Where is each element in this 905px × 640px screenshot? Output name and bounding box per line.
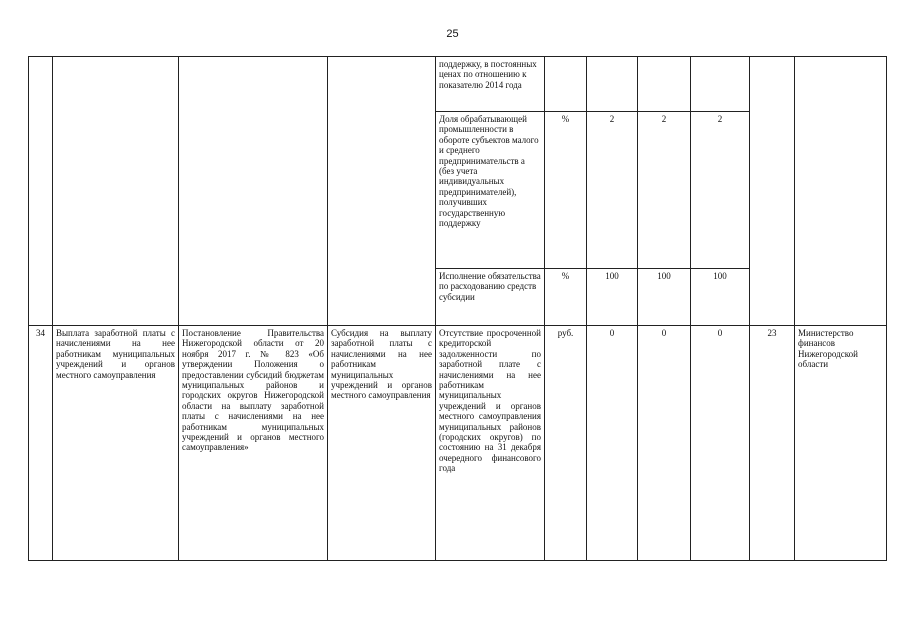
value-cell: 2 [691, 112, 750, 269]
value-cell [638, 57, 691, 112]
row-number-cell: 34 [29, 326, 53, 561]
value-cell: 0 [638, 326, 691, 561]
indicator-cell: Доля обрабатывающей промышленности в обороте субъектов малого и среднего предпринимательств а (без учета индивидуальных предпринимателей), получивших государственную поддержку [436, 112, 545, 269]
indicator-cell: поддержку, в постоянных ценах по отношению к показателю 2014 года [436, 57, 545, 112]
executor-cell: Министерство финансов Нижегородской области [795, 326, 887, 561]
value-cell: 100 [638, 269, 691, 326]
unit-cell: % [545, 269, 587, 326]
executor-cell [795, 57, 887, 326]
value-cell [587, 57, 638, 112]
legal-basis-cell [179, 57, 328, 326]
unit-cell: руб. [545, 326, 587, 561]
reference-cell: 23 [750, 326, 795, 561]
value-cell: 100 [587, 269, 638, 326]
value-cell: 0 [691, 326, 750, 561]
indicator-cell: Отсутствие просроченной кредиторской задолженности по заработной плате с начислениями на нее работникам муниципальных учреждений и органов местного самоуправления муниципальных районов (городских округов) по состоянию на 31 декабря очередного финансового года [436, 326, 545, 561]
table-row [29, 57, 887, 112]
row-number-cell [29, 57, 53, 326]
table-row [29, 326, 887, 561]
program-table [28, 56, 887, 561]
value-cell: 100 [691, 269, 750, 326]
indicator-cell: Исполнение обязательства по расходованию средств субсидии [436, 269, 545, 326]
value-cell [691, 57, 750, 112]
unit-cell: % [545, 112, 587, 269]
support-mechanism-cell [328, 57, 436, 326]
value-cell: 2 [587, 112, 638, 269]
measure-name-cell: Выплата заработной платы с начислениями на нее работникам муниципальных учреждений и органов местного самоуправления [53, 326, 179, 561]
unit-cell [545, 57, 587, 112]
page-number: 25 [446, 28, 459, 40]
value-cell: 2 [638, 112, 691, 269]
measure-name-cell [53, 57, 179, 326]
legal-basis-cell: Постановление Правительства Нижегородской области от 20 ноября 2017 г. № 823 «Об утверждении Положения о предоставлении субсидий бюджетам муниципальных районов и городских округов Нижегородской области на выплату заработной платы с начислениями на нее работникам муниципальных учреждений и органов местного самоуправления» [179, 326, 328, 561]
reference-cell [750, 57, 795, 326]
support-mechanism-cell: Субсидия на выплату заработной платы с начислениями на нее работникам муниципальных учреждений и органов местного самоуправления [328, 326, 436, 561]
value-cell: 0 [587, 326, 638, 561]
